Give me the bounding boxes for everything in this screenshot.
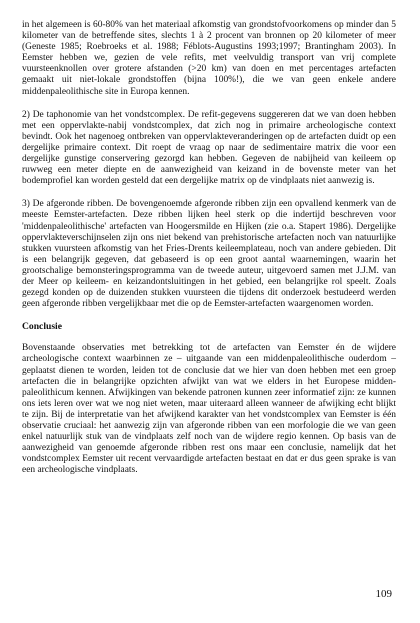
- page-number: 109: [375, 588, 392, 600]
- paragraph-conclusion: Bovenstaande observaties met betrekking tot de artefacten van Eemster én de wijdere archeologische context waarbinnen ze – uitgaande van een middenpaleolithische ouderdom – geplaatst dienen te worden, leiden tot de conclusie dat we hier van doen hebben met een groep artefacten die in belangrijke opzichten afwijkt van wat we elders in het Europese midden-paleolithicum kennen. Afwijkingen van bekende patronen kunnen zeer informatief zijn: ze kunnen ons iets leren over wat we nog niet weten, maar uiteraard alleen wanneer de afwijking echt blijkt te zijn. Bij de interpretatie van het afwijkend karakter van het vondstcomplex van Eemster is één observatie cruciaal: het aanwezig zijn van afgeronde ribben van een morfologie die we van geen enkel natuurlijk stuk van de vindplaats zelf noch van de wijdere regio kennen. Op basis van de aanwezigheid van genoemde afgeronde ribben rest ons maar een conclusie, namelijk dat het vondstcomplex Eemster uit recent vervaardigde artefacten bestaat en dat er dus geen sprake is van een archeologische vindplaats.: [22, 343, 396, 476]
- paragraph-2-taphonomy: 2) De taphonomie van het vondstcomplex. De refit-gegevens suggereren dat we van doen hebben met een oppervlakte-nabij vondstcomplex, dat zich nog in primaire archeologische context bevindt. Ook het nagenoeg ontbreken van oppervlakteveranderingen op de artefacten duidt op een dergelijke primaire context. Dit roept de vraag op naar de sedimentaire matrix die voor een dergelijke gunstige conservering gezorgd kan hebben. Gegeven de nabijheid van keileem op ruwweg een meter diepte en de aanwezigheid van keizand in de bovenste meter van het bodemprofiel kan worden gesteld dat een dergelijke matrix op de vindplaats niet aanwezig is.: [22, 109, 396, 187]
- paragraph-3-rounded-ridges: 3) De afgeronde ribben. De bovengenoemde afgeronde ribben zijn een opvallend kenmerk van de meeste Eemster-artefacten. Deze ribben lijken heel sterk op die indertijd beschreven voor 'middenpaleolithische' artefacten van Hoogersmilde en Hijken (zie o.a. Stapert 1986). Dergelijke oppervlakteverschijnselen zijn ons niet bekend van prehistorische artefacten noch van natuurlijke stukken vuursteen afkomstig van het Fries-Drents keileemplateau, noch van andere gebieden. Dit is een belangrijk gegeven, dat gebaseerd is op een groot aantal waarnemingen, waarin het grootschalige bemonsteringsprogramma van de tweede auteur, uitgevoerd samen met J.J.M. van der Meer op keileem- en keizandontsluitingen in het gebied, een belangrijke rol speelt. Zoals gezegd konden op de duizenden stukken vuursteen die tijdens dit onderzoek bestudeerd werden geen afgeronde ribben vergelijkbaar met die op de Eemster-artefacten waargenomen worden.: [22, 199, 396, 310]
- text-column: [22, 20, 396, 487]
- section-heading-conclusie: Conclusie: [22, 321, 62, 333]
- paragraph-1: in het algemeen is 60-80% van het materiaal afkomstig van grondstofvoorkomens op minder dan 5 kilometer van de betreffende sites, slechts 1 à 2 procent van bronnen op 20 kilometer of meer (Geneste 1985; Roebroeks et al. 1988; Féblots-Augustins 1993;1997; Brantingham 2003). In Eemster hebben we, gezien de vele refits, met veelvuldig transport van vrij complete vuursteenknollen over grotere afstanden (>20 km) van doen en met percentages artefacten gemaakt uit niet-lokale grondstoffen (bijna 100%!), die we van geen enkele andere middenpaleolithische site in Europa kennen.: [22, 20, 396, 97]
